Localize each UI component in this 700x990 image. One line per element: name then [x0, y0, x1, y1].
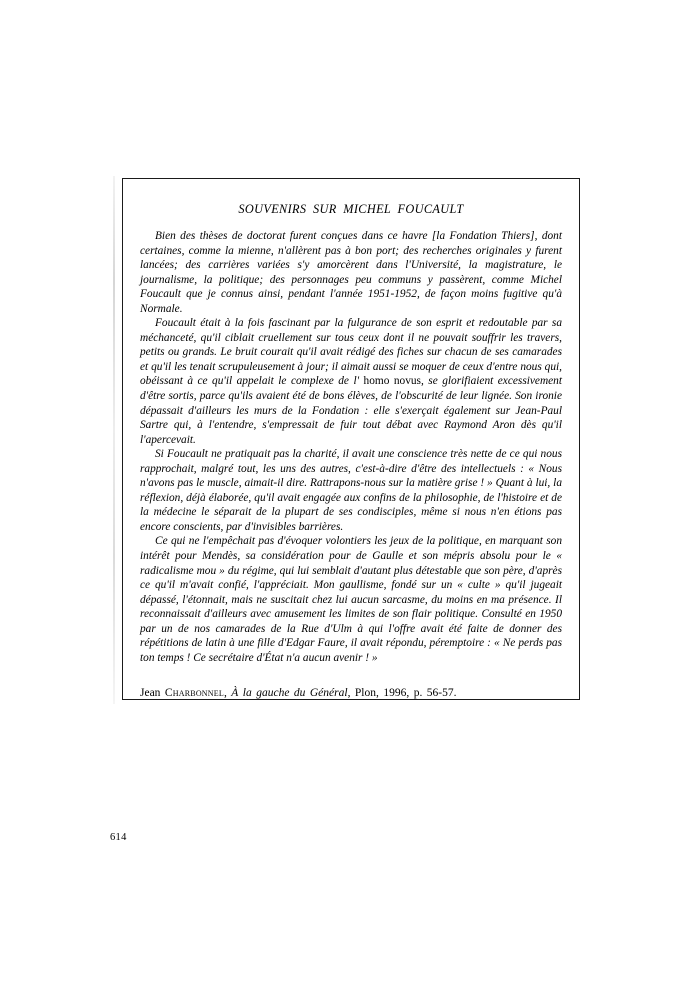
attribution-publication: , Plon, 1996, p. 56-57.	[347, 687, 457, 700]
page-number: 614	[110, 832, 127, 843]
excerpt-body	[140, 229, 562, 701]
text-run: , se glorifiaient excessivement d'être sortis, parce qu'ils avaient été de bons élèves, de l'obscurité de leur lignée. Son ironie dépassait d'ailleurs les murs de la Fondation : elle s'exerçait également sur Jean-Paul Sartre qui, à l'entendre, s'empressait de fuir tout débat avec Raymond Aron dès qu'il l'apercevait.	[140, 375, 563, 446]
paragraph	[140, 316, 562, 447]
excerpt-title: SOUVENIRS SUR MICHEL FOUCAULT	[238, 202, 464, 216]
text-run: Si Foucault ne pratiquait pas la charité, il avait une conscience très nette de ce qui nous rapprochait, malgré tout, les uns des autres, c'est-à-dire d'être des intellectuels : « Nous n'avons pas le muscle, aimait-il dire. Rattrapons-nous sur la matière grise ! » Quant à lui, la réflexion, déjà élaborée, qu'il avait engagée aux confins de la philosophie, de l'histoire et de la médecine le séparait de la plupart de ses condisciples, même si nous n'en étions pas encore conscients, par d'invisibles barrières.	[140, 448, 562, 533]
scan-edge-artifact	[113, 176, 115, 704]
attribution-author-last: Charbonnel	[164, 687, 224, 700]
text-run: Foucault était à la fois fascinant par la fulgurance de son esprit et redoutable par sa méchanceté, qu'il ciblait cruellement sur tous ceux dont il ne pouvait souffrir les travers, petits ou grands. Le bruit courait qu'il avait rédigé des fiches sur chacun de ses camarades et qu'il les tenait scrupuleusement à jour; il aimait aussi se moquer de ceux d'entre nous qui, obéissant à ce qu'il appelait le complexe de l'	[140, 317, 562, 388]
text-run: Bien des thèses de doctorat furent conçues dans ce havre [la Fondation Thiers], dont certaines, comme la mienne, n'allèrent pas à bon port; des recherches originales y furent lancées; des carrières variées s'y amorcèrent dans l'Université, la magistrature, le journalisme, la politique; des personnages peu communs y passèrent, comme Michel Foucault que je connus ainsi, pendant l'année 1951-1952, de façon moins fugitive qu'à Normale.	[140, 230, 562, 315]
text-run: Ce qui ne l'empêchait pas d'évoquer volontiers les jeux de la politique, en marquant son intérêt pour Mendès, sa considération pour de Gaulle et son mépris absolu pour le « radicalisme mou » du régime, qui lui semblait d'autant plus détestable que son père, d'après ce qu'il m'avait confié, l'appréciait. Mon gaullisme, fondé sur un « culte » qu'il jugeait dépassé, l'étonnait, mais ne suscitait chez lui aucun sarcasme, du moins en ma présence. Il reconnaissait d'ailleurs avec amusement les limites de son flair politique. Consulté en 1950 par un de nos camarades de la Rue d'Ulm à qui l'offre avait été faite de donner des répétitions de latin à une fille d'Edgar Faure, il avait répondu, péremptoire : « Ne perds pas ton temps ! Ce secrétaire d'État n'a aucun avenir ! »	[140, 535, 562, 664]
attribution-work-title: À la gauche du Général	[231, 687, 348, 700]
paragraph	[140, 229, 562, 316]
attribution-separator: ,	[223, 687, 232, 700]
paragraph	[140, 534, 562, 665]
excerpt-box	[122, 178, 580, 700]
paragraph	[140, 447, 562, 534]
attribution	[140, 686, 562, 701]
text-run: homo novus	[363, 375, 421, 388]
attribution-author-first: Jean	[140, 687, 161, 700]
